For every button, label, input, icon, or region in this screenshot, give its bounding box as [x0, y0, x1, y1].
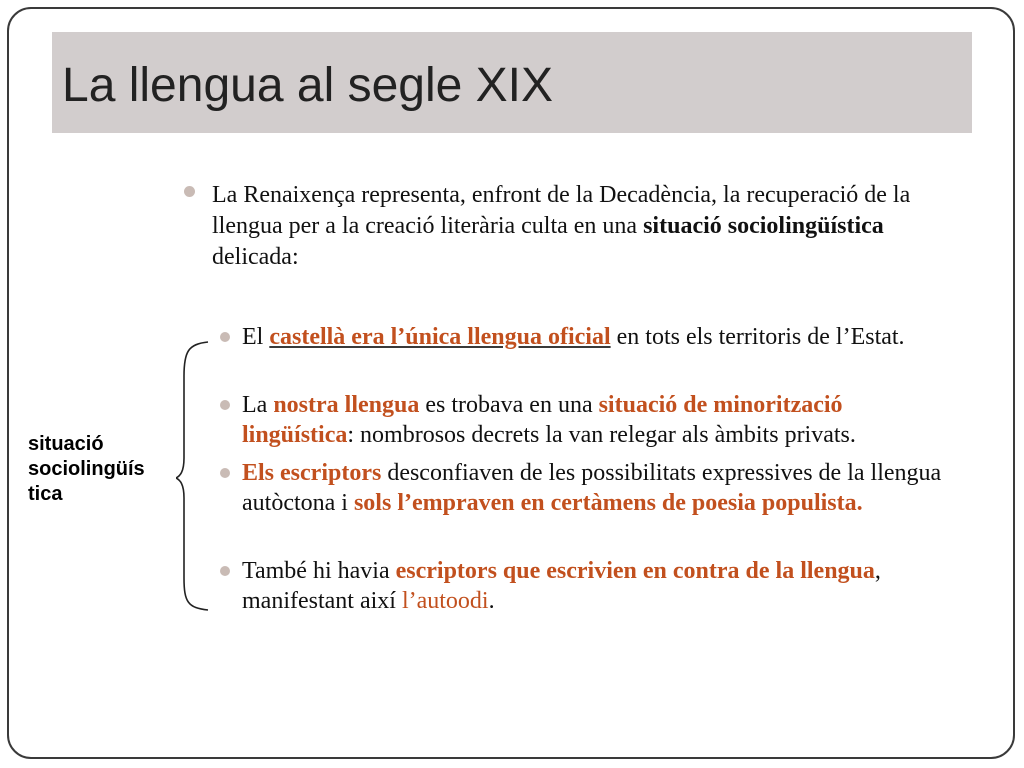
list-item [242, 322, 942, 352]
item-highlight: escriptors que escrivien en contra de la llengua [395, 558, 875, 584]
side-label: situació sociolingüís tica [28, 433, 145, 505]
item-text: , manifestant així [242, 558, 881, 614]
item-text: El [242, 324, 270, 350]
slide-title: La llengua al segle XIX [62, 59, 554, 112]
item-highlight: nostra llengua [273, 392, 420, 418]
item-highlight: castellà era l’única llengua oficial [269, 324, 611, 350]
intro-paragraph [212, 180, 952, 273]
list-item [242, 390, 942, 450]
item-text: La [242, 392, 274, 418]
curly-brace-icon [176, 340, 210, 612]
item-highlight: situació de minorització lingüística [242, 392, 843, 448]
bullet-icon [220, 400, 230, 410]
intro-text: La Renaixença representa, enfront de la Decadència, la recuperació de la llengua per a la creació literària culta en una [212, 182, 911, 239]
intro-bold: situació sociolingüística [643, 213, 884, 239]
bullet-icon [220, 468, 230, 478]
item-text: : nombrosos decrets la van relegar als àmbits privats. [347, 422, 856, 448]
item-text: desconfiaven de les possibilitats expressives de la llengua autòctona i [242, 460, 942, 516]
intro-text-end: delicada: [212, 244, 299, 270]
item-text: També hi havia [242, 558, 396, 584]
bullet-icon [184, 186, 195, 197]
list-item [242, 556, 942, 616]
item-text: es trobava en una [419, 392, 599, 418]
bullet-icon [220, 566, 230, 576]
list-item [242, 458, 942, 518]
item-text: . [488, 588, 495, 614]
item-highlight: sols l’empraven en certàmens de poesia populista. [353, 490, 863, 516]
item-highlight: l’autoodi [401, 588, 489, 614]
item-highlight: Els escriptors [242, 460, 382, 486]
item-text: en tots els territoris de l’Estat. [610, 324, 905, 350]
bullet-icon [220, 332, 230, 342]
